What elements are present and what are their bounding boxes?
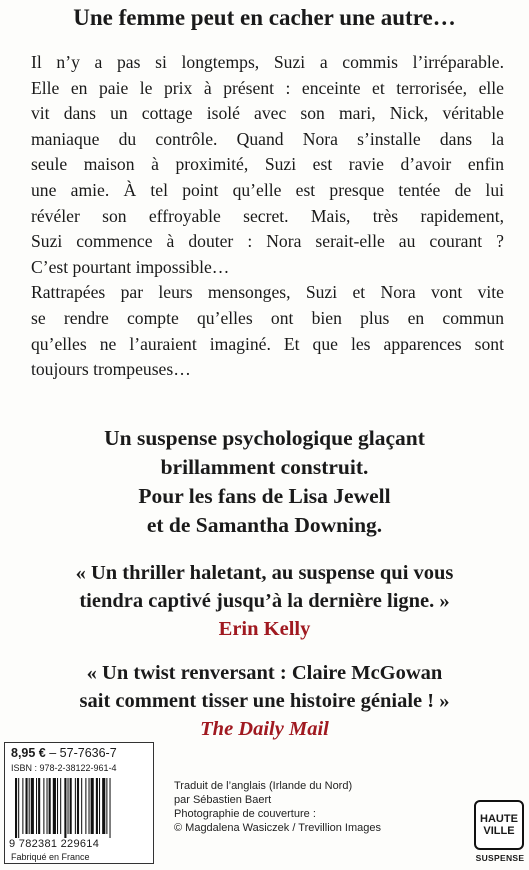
- barcode-bar: [47, 778, 48, 834]
- pitch-line: brillamment construit.: [160, 455, 369, 479]
- price: 8,95 €: [11, 746, 46, 760]
- logo-word: VILLE: [483, 825, 515, 837]
- barcode-bar: [43, 778, 44, 834]
- synopsis-line: une amie. À tel point qu’elle est presque tentée de lui: [31, 179, 504, 200]
- synopsis-line: Elle en paie le prix à présent : enceinte et terrorisée, elle: [31, 77, 504, 98]
- barcode-bar: [36, 778, 37, 834]
- made-in-label: Fabriqué en France: [11, 852, 90, 862]
- quote-line: sait comment tisser une histoire géniale ! »: [79, 690, 450, 712]
- quote-line: tiendra captivé jusqu’à la dernière ligne. »: [79, 590, 450, 612]
- barcode-bar: [64, 778, 66, 838]
- credits: [174, 779, 474, 835]
- pitch-line: Un suspense psychologique glaçant: [104, 426, 425, 450]
- barcode-bar: [85, 778, 86, 834]
- quote-line: « Un thriller haletant, au suspense qui vous: [75, 562, 454, 584]
- credits-line: Photographie de couverture :: [174, 808, 316, 820]
- review-quote-1: [0, 559, 529, 643]
- barcode-bar: [96, 778, 98, 834]
- barcode-bar: [49, 778, 51, 834]
- quote-author: Erin Kelly: [218, 618, 311, 640]
- barcode-bar: [68, 778, 69, 834]
- credits-line: par Sébastien Baert: [174, 794, 272, 806]
- barcode-bar: [57, 778, 58, 834]
- barcode-bar: [106, 778, 107, 834]
- barcode-bar: [22, 778, 23, 834]
- quote-line: « Un twist renversant : Claire McGowan: [86, 662, 443, 684]
- logo-label: SUSPENSE: [475, 853, 525, 863]
- isbn: ISBN : 978-2-38122-961-4: [11, 763, 117, 773]
- barcode-bar: [77, 778, 79, 834]
- barcode-bar: [70, 778, 72, 834]
- barcode-bar: [99, 778, 100, 834]
- barcode-bar: [31, 778, 34, 834]
- barcode-bar: [18, 778, 19, 838]
- barcode-bar: [60, 778, 61, 834]
- review-quote-2: [0, 659, 529, 743]
- synopsis-paragraph-1: [31, 50, 504, 280]
- synopsis-line: révéler son effroyable secret. Mais, très rapidement,: [31, 205, 504, 226]
- synopsis-line: Rattrapées par leurs mensonges, Suzi et Nora vont vite: [31, 282, 504, 303]
- tagline: Une femme peut en cacher une autre…: [73, 5, 456, 30]
- barcode-icon: [13, 778, 147, 838]
- logo-word: HAUTE: [480, 813, 518, 825]
- synopsis-line: vit dans un cottage isolé avec son mari, Nick, véritable: [31, 103, 504, 124]
- synopsis-line: toujours trompeuses…: [31, 359, 191, 380]
- synopsis-line: qu’elles ne l’auraient imaginé. Et que les apparences sont: [31, 333, 504, 354]
- barcode-bar: [102, 778, 105, 834]
- synopsis-line: Suzi commence à douter : Nora serait-elle au courant ?: [31, 231, 504, 252]
- synopsis-line: C’est pourtant impossible…: [31, 256, 230, 277]
- pitch-line: et de Samantha Downing.: [146, 513, 383, 537]
- barcode-bar: [15, 778, 17, 838]
- product-code: – 57-7636-7: [49, 746, 117, 760]
- barcode-bar: [75, 778, 76, 834]
- synopsis-line: se rendre compte qu’elles ont bien plus en commun: [31, 307, 504, 328]
- barcode-bar: [81, 778, 82, 834]
- credits-line: © Magdalena Wasiczek / Trevillion Images: [174, 822, 382, 834]
- barcode-bar: [91, 778, 94, 834]
- synopsis-line: maniaque du contrôle. Quand Nora s’installe dans la: [31, 128, 504, 149]
- barcode-bar: [29, 778, 30, 834]
- synopsis-line: seule maison à proximité, Suzi est ravie d’avoir enfin: [31, 154, 504, 175]
- publisher-logo: [474, 800, 526, 866]
- barcode-bar: [38, 778, 40, 834]
- pitch-block: [0, 424, 529, 540]
- barcode-bar: [89, 778, 90, 834]
- barcode-box: [4, 742, 154, 864]
- synopsis-paragraph-2: [31, 280, 504, 382]
- barcode-bar: [26, 778, 28, 834]
- pitch-line: Pour les fans de Lisa Jewell: [138, 484, 391, 508]
- barcode-bar: [110, 778, 111, 838]
- barcode-digits: 9 782381 229614: [9, 838, 100, 850]
- credits-line: Traduit de l’anglais (Irlande du Nord): [174, 780, 353, 792]
- price-row: [11, 746, 117, 760]
- barcode-bar: [53, 778, 56, 834]
- synopsis-line: Il n’y a pas si longtemps, Suzi a commis l’irréparable.: [31, 52, 504, 72]
- publisher-logo-box: [474, 800, 524, 850]
- synopsis: [31, 50, 504, 383]
- quote-author: The Daily Mail: [200, 718, 329, 740]
